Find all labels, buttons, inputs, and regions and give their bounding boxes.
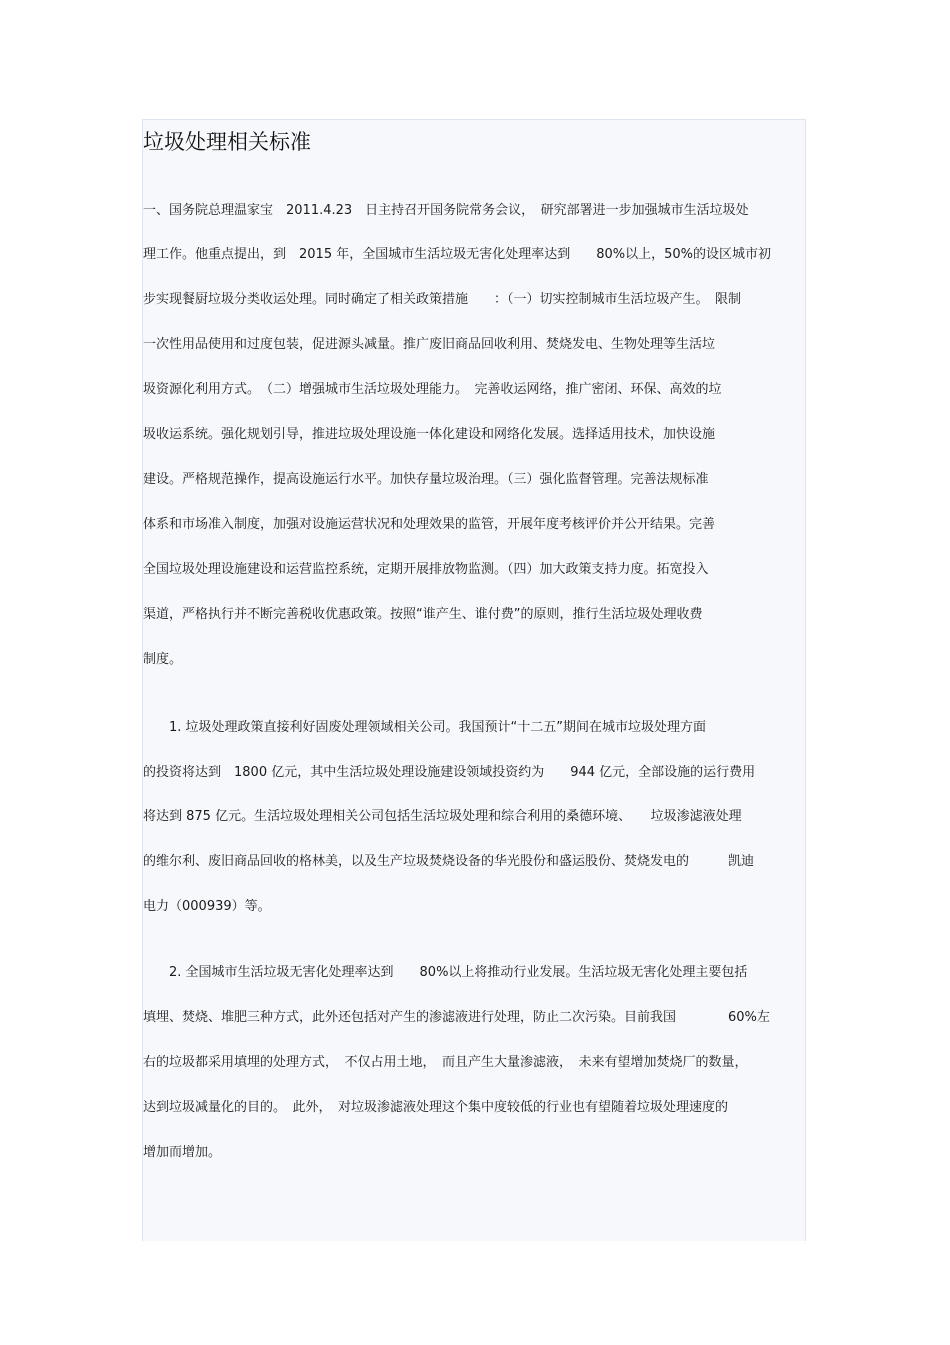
paragraph-1-line: 制度。: [143, 652, 183, 667]
paragraph-2-line: 的投资将达到 1800 亿元，其中生活垃圾处理设施建设领域投资约为 944 亿元，全部设施的运行费用: [143, 765, 756, 780]
paragraph-1-line: 全国垃圾处理设施建设和运营监控系统，定期开展排放物监测。（四）加大政策支持力度。拓宽投入: [143, 562, 709, 577]
paragraph-1-line: 理工作。他重点提出，到 2015 年，全国城市生活垃圾无害化处理率达到 80%以上，50%的设区城市初: [143, 247, 772, 262]
paragraph-1-line: 步实现餐厨垃圾分类收运处理。同时确定了相关政策措施 ：（一）切实控制城市生活垃圾产生。 限制: [143, 292, 742, 307]
document-title: 垃圾处理相关标准: [143, 130, 311, 154]
paragraph-3-line: 2. 全国城市生活垃圾无害化处理率达到 80%以上将推动行业发展。生活垃圾无害化处理主要包括: [143, 965, 748, 980]
paragraph-1-line: 一、国务院总理温家宝 2011.4.23 日主持召开国务院常务会议， 研究部署进一步加强城市生活垃圾处: [143, 203, 749, 218]
paragraph-2-line: 将达到 875 亿元。生活垃圾处理相关公司包括生活垃圾处理和综合利用的桑德环境、 垃圾渗滤液处理: [143, 809, 742, 824]
paragraph-1-line: 建设。严格规范操作，提高设施运行水平。加快存量垃圾治理。（三）强化监督管理。完善法规标准: [143, 472, 709, 487]
paragraph-1-line: 渠道，严格执行并不断完善税收优惠政策。按照“谁产生、谁付费”的原则，推行生活垃圾处理收费: [143, 607, 703, 622]
paragraph-3-line: 右的垃圾都采用填埋的处理方式， 不仅占用土地， 而且产生大量渗滤液， 未来有望增加焚烧厂的数量，: [143, 1055, 748, 1070]
paragraph-2-line: 1. 垃圾处理政策直接利好固废处理领域相关公司。我国预计“十二五”期间在城市垃圾处理方面: [143, 720, 707, 735]
paragraph-1-line: 圾资源化利用方式。 （二）增强城市生活垃圾处理能力。 完善收运网络，推广密闭、环保、高效的垃: [143, 382, 722, 397]
paragraph-3-line: 达到垃圾减量化的目的。 此外， 对垃圾渗滤液处理这个集中度较低的行业也有望随着垃圾处理速度的: [143, 1100, 729, 1115]
paragraph-3-line: 填埋、焚烧、堆肥三种方式，此外还包括对产生的渗滤液进行处理，防止二次污染。目前我国 60%左: [143, 1010, 770, 1025]
paragraph-1-line: 圾收运系统。强化规划引导，推进垃圾处理设施一体化建设和网络化发展。选择适用技术，加快设施: [143, 427, 716, 442]
paragraph-1-line: 一次性用品使用和过度包装，促进源头减量。推广废旧商品回收利用、焚烧发电、生物处理等生活垃: [143, 337, 716, 352]
paragraph-2-line: 电力（000939）等。: [143, 899, 271, 914]
document-page: [142, 119, 806, 1241]
paragraph-2-line: 的维尔利、废旧商品回收的格林美，以及生产垃圾焚烧设备的华光股份和盛运股份、焚烧发电的 凯迪: [143, 854, 755, 869]
paragraph-3-line: 增加而增加。: [143, 1145, 222, 1160]
paragraph-1-line: 体系和市场准入制度，加强对设施运营状况和处理效果的监管，开展年度考核评价并公开结果。完善: [143, 517, 716, 532]
